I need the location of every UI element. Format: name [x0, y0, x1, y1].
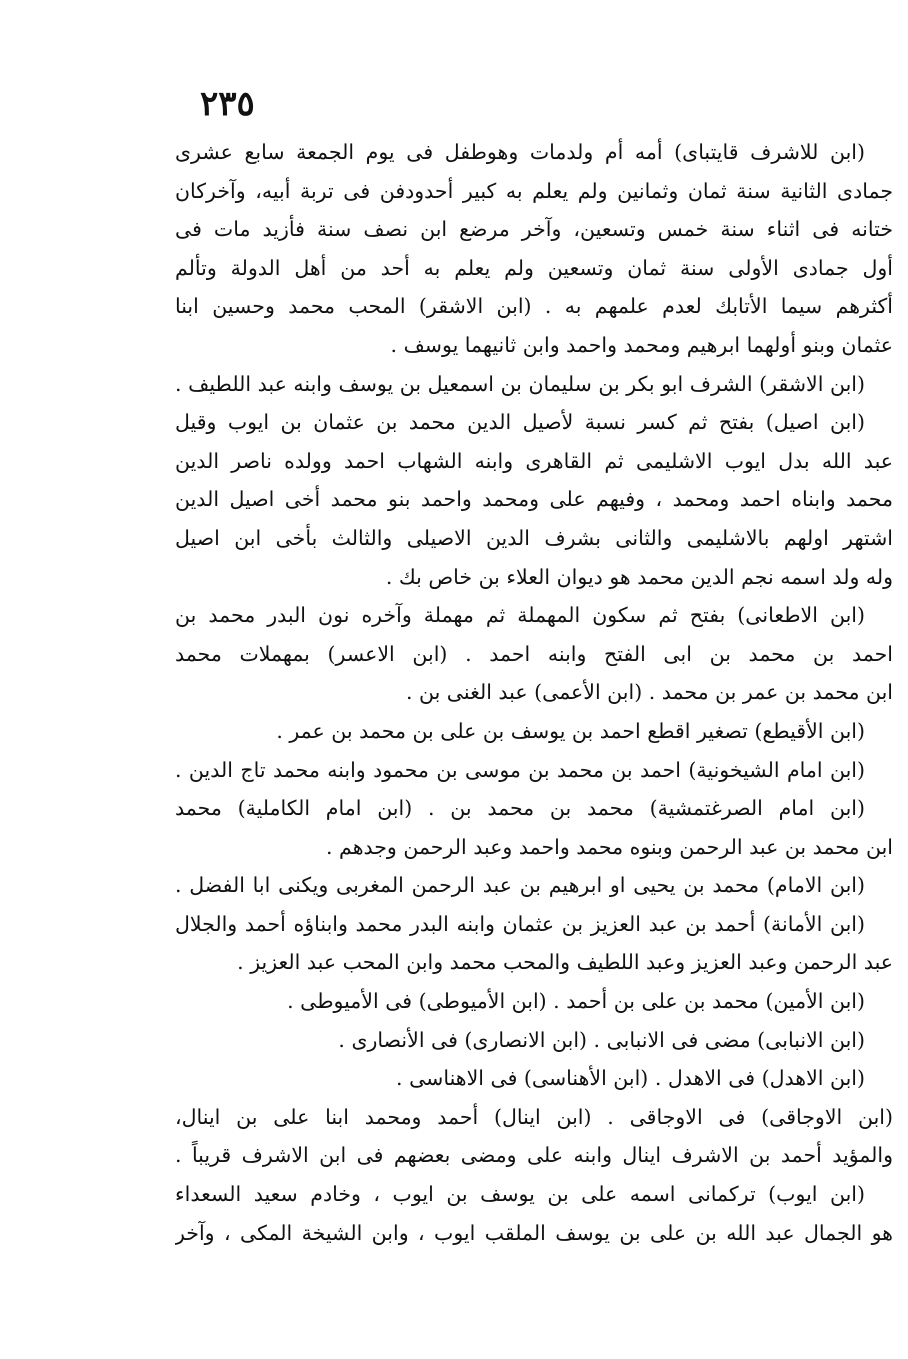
- text-line: (ابن للاشرف قايتباى) أمه أم ولدمات وهوطفل فى يوم الجمعة سابع عشرى: [175, 140, 865, 164]
- text-line: أول جمادى الأولى سنة ثمان وتسعين ولم يعلم به أحد من أهل الدولة وتألم: [175, 255, 893, 280]
- text-line: والمؤيد أحمد بن الاشرف اينال وابنه على ومضى بعضهم فى ابن الاشرف قريباً .: [175, 1143, 893, 1168]
- text-line: (ابن امام الشيخونية) احمد بن محمد بن موسى بن محمود وابنه محمد تاج الدين .: [175, 757, 865, 782]
- body-text: [175, 133, 893, 1252]
- text-line: أكثرهم سيما الأتابك لعدم علمهم به . (ابن الاشقر) المحب محمد وحسين ابنا: [175, 294, 893, 319]
- text-line: ختانه فى اثناء سنة خمس وتسعين، وآخر مرضع ابن نصف سنة فأزيد مات فى: [175, 217, 893, 242]
- text-line: هو الجمال عبد الله بن على بن يوسف الملقب ايوب ، وابن الشيخة المكى ، وآخر: [175, 1220, 893, 1245]
- text-line: (ابن الاطعانى) بفتح ثم سكون المهملة ثم مهملة وآخره نون البدر محمد بن: [175, 603, 865, 628]
- page-number: ٢٣٥: [200, 84, 255, 124]
- text-line: ابن محمد بن عبد الرحمن وبنوه محمد واحمد وعبد الرحمن وجدهم .: [326, 834, 893, 859]
- text-line: (ابن ايوب) تركمانى اسمه على بن يوسف بن ايوب ، وخادم سعيد السعداء: [175, 1182, 865, 1207]
- text-line: عبد الرحمن وعبد العزيز وعبد اللطيف والمحب محمد وابن المحب عبد العزيز .: [237, 950, 893, 975]
- text-line: احمد بن محمد بن ابى الفتح وابنه احمد . (ابن الاعسر) بمهملات محمد: [175, 641, 893, 666]
- text-line: عثمان وبنو أولهما ابرهيم ومحمد واحمد وابن ثانيهما يوسف .: [390, 332, 893, 357]
- text-line: (ابن الاوجاقى) فى الاوجاقى . (ابن اينال) أحمد ومحمد ابنا على بن اينال،: [175, 1104, 893, 1129]
- text-line: (ابن الأمين) محمد بن على بن أحمد . (ابن الأميوطى) فى الأميوطى .: [287, 989, 865, 1014]
- text-line: (ابن اصيل) بفتح ثم كسر نسبة لأصيل الدين محمد بن عثمان بن ايوب وقيل: [175, 410, 865, 435]
- text-line: عبد الله بدل ايوب الاشليمى ثم القاهرى وابنه الشهاب احمد وولده ناصر الدين: [175, 448, 893, 473]
- text-line: (ابن امام الصرغتمشية) محمد بن محمد بن . (ابن امام الكاملية) محمد: [175, 796, 865, 821]
- text-line: اشتهر اولهم بالاشليمى والثانى بشرف الدين الاصيلى والثالث بأخى ابن اصيل: [175, 525, 893, 550]
- text-line: جمادى الثانية سنة ثمان وثمانين ولم يعلم به كبير أحدودفن فى تربة أبيه، وآخركان: [175, 178, 893, 203]
- text-line: وله ولد اسمه نجم الدين محمد هو ديوان العلاء بن خاص بك .: [385, 564, 893, 589]
- text-line: (ابن الأقيطع) تصغير اقطع احمد بن يوسف بن على بن محمد بن عمر .: [276, 718, 865, 743]
- text-line: (ابن الاهدل) فى الاهدل . (ابن الأهناسى) فى الاهناسى .: [396, 1066, 865, 1091]
- text-line: (ابن الامام) محمد بن يحيى او ابرهيم بن عبد الرحمن المغربى ويكنى ابا الفضل .: [175, 873, 865, 898]
- text-line: (ابن الاشقر) الشرف ابو بكر بن سليمان بن اسمعيل بن يوسف وابنه عبد اللطيف .: [175, 371, 865, 396]
- text-line: ابن محمد بن عمر بن محمد . (ابن الأعمى) عبد الغنى بن .: [405, 680, 893, 705]
- text-line: محمد وابناه احمد ومحمد ، وفيهم على ومحمد واحمد بنو محمد أخى اصيل الدين: [175, 487, 893, 512]
- text-line: (ابن الانبابى) مضى فى الانبابى . (ابن الانصارى) فى الأنصارى .: [338, 1027, 865, 1052]
- text-line: (ابن الأمانة) أحمد بن عبد العزيز بن عثمان وابنه البدر محمد وابناؤه أحمد والجلال: [175, 911, 865, 936]
